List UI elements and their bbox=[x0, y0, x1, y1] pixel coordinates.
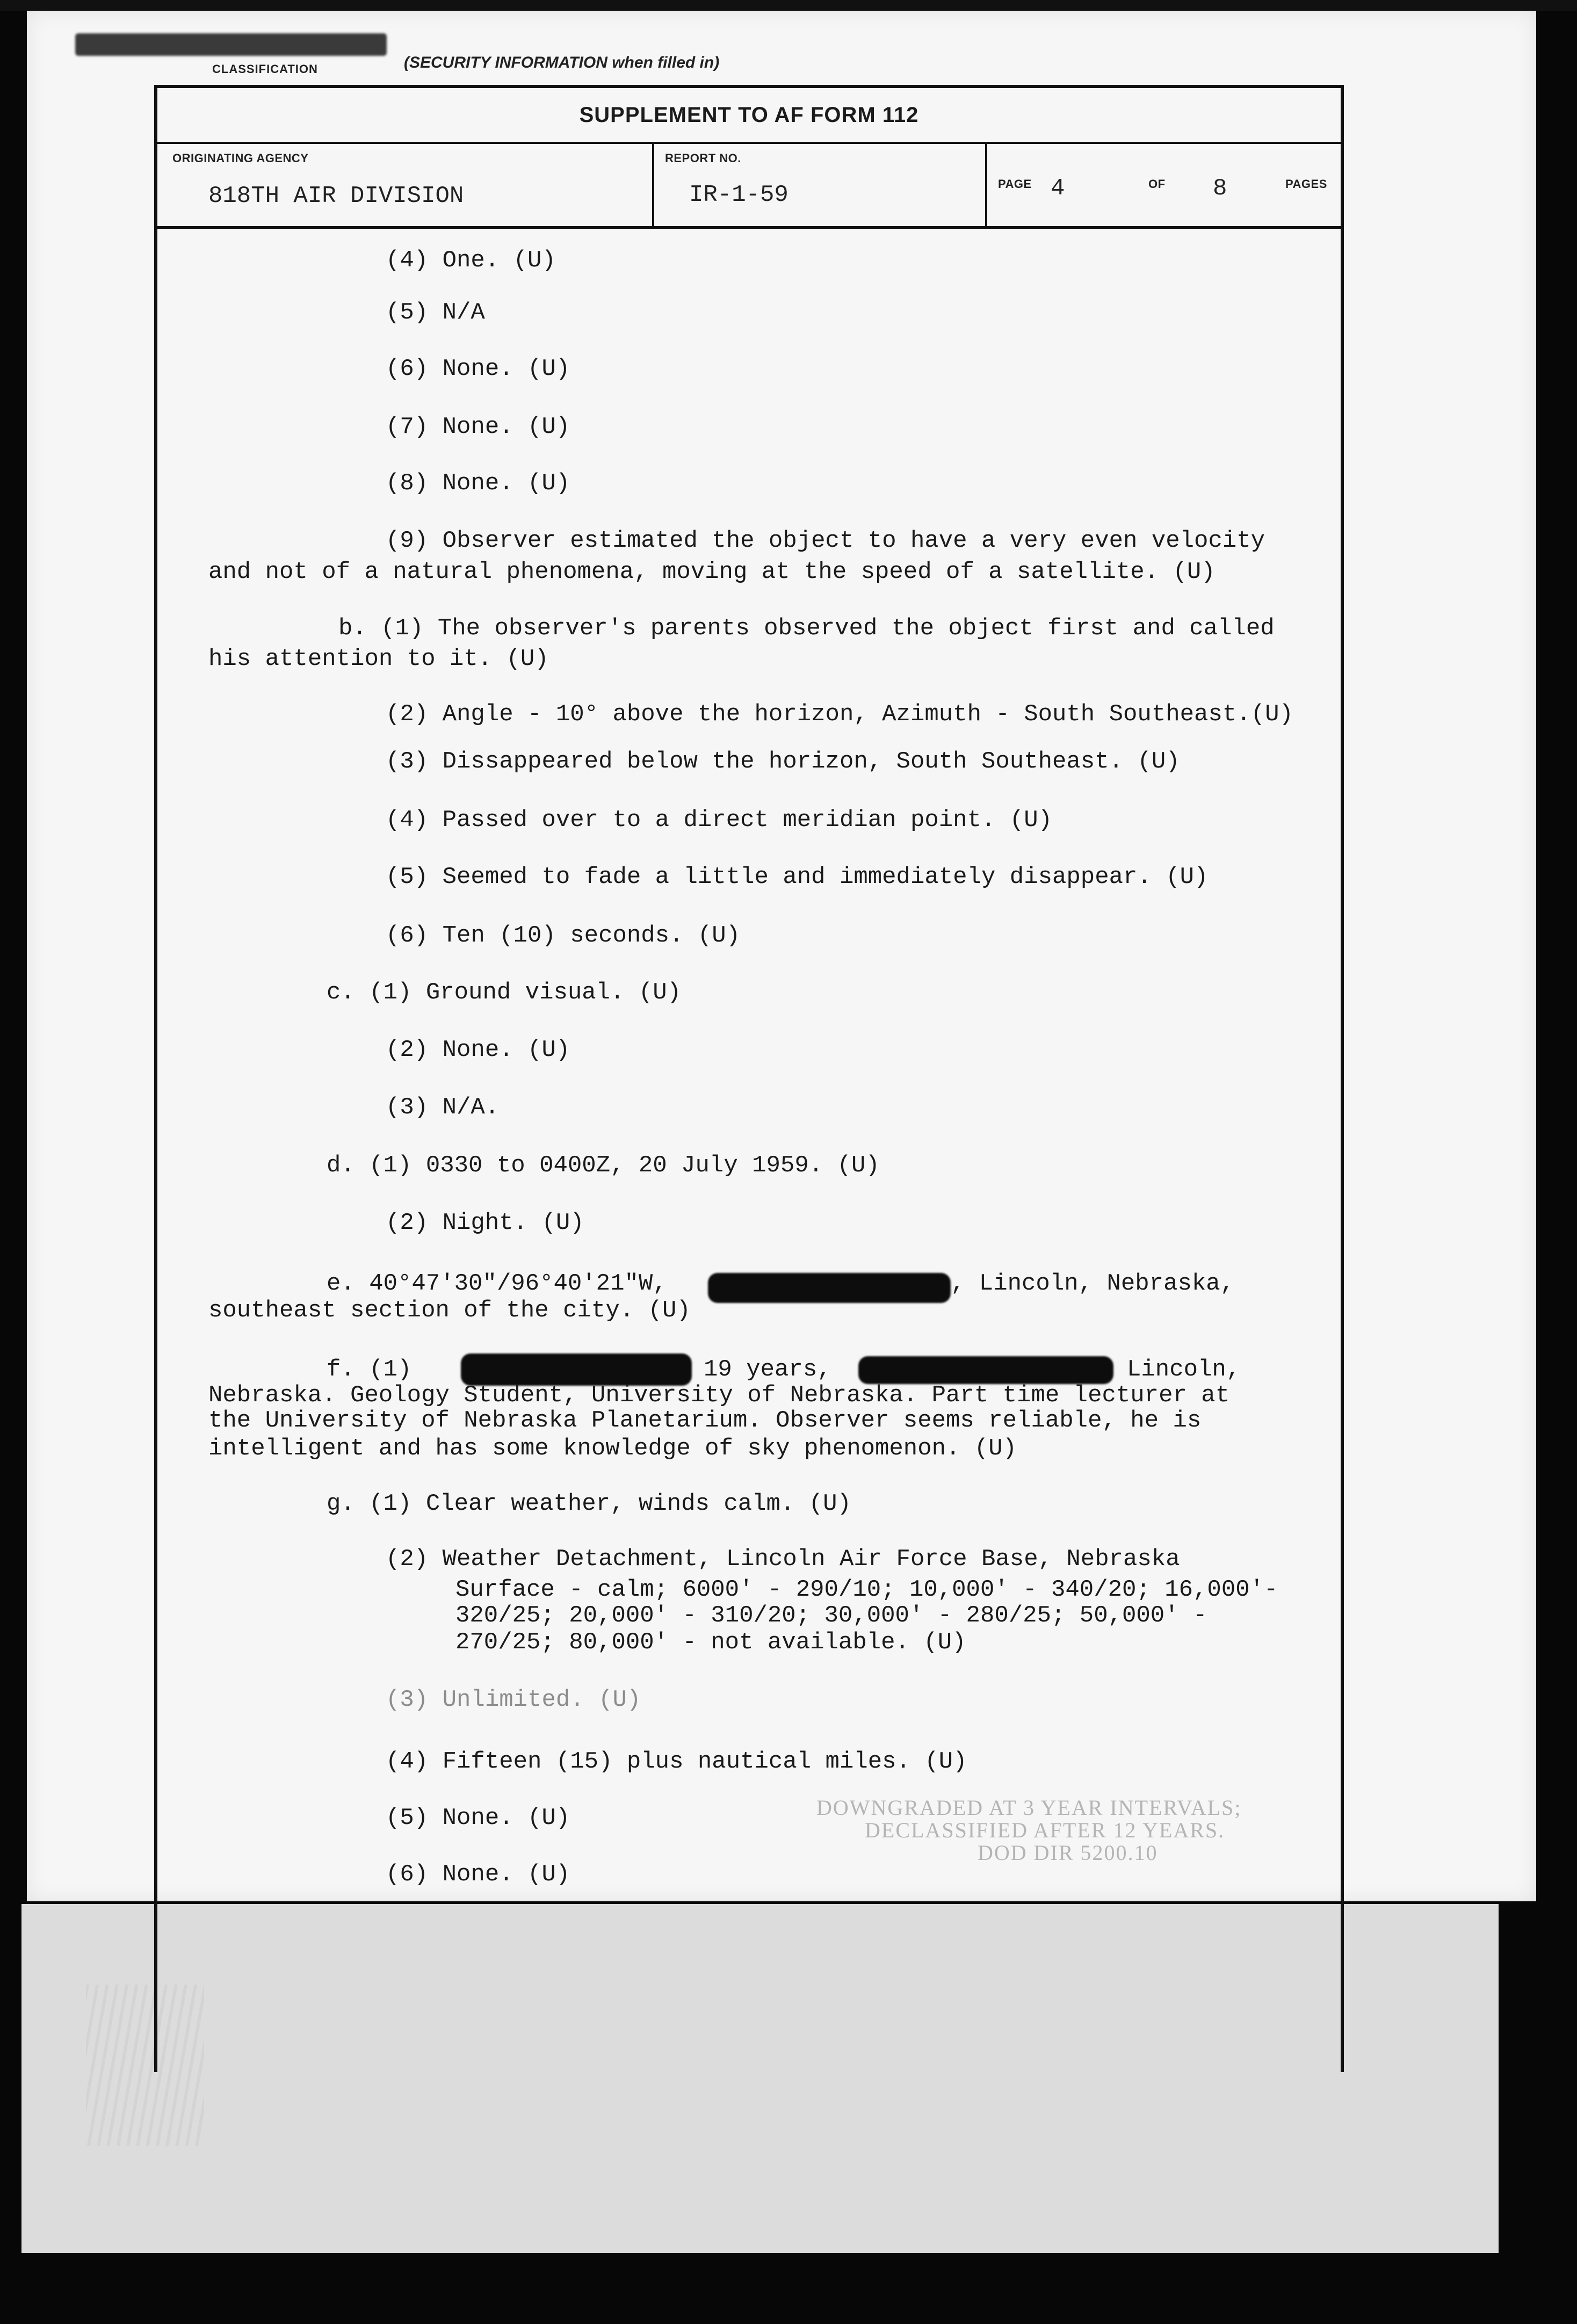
item-b3: (3) Dissappeared below the horizon, South Southeast. (U) bbox=[386, 748, 1180, 775]
item-f-line1-city: Lincoln, bbox=[1127, 1356, 1241, 1383]
item-b4: (4) Passed over to a direct meridian point. (U) bbox=[386, 807, 1053, 834]
item-e-line1-city: , Lincoln, Nebraska, bbox=[951, 1270, 1235, 1297]
of-label: OF bbox=[1148, 177, 1166, 191]
redaction-address bbox=[708, 1273, 951, 1303]
downgrade-stamp bbox=[816, 1797, 1370, 1864]
item-g3: (3) Unlimited. (U) bbox=[386, 1686, 641, 1713]
item-b6: (6) Ten (10) seconds. (U) bbox=[386, 922, 741, 949]
downgrade-line3: DOD DIR 5200.10 bbox=[978, 1841, 1158, 1865]
redaction-observer-name bbox=[461, 1353, 692, 1386]
security-note: (SECURITY INFORMATION when filled in) bbox=[404, 54, 720, 71]
item-a7: (7) None. (U) bbox=[386, 414, 570, 440]
item-g6: (6) None. (U) bbox=[386, 1861, 570, 1888]
classification-label: CLASSIFICATION bbox=[212, 62, 318, 76]
originating-agency-label: ORIGINATING AGENCY bbox=[172, 151, 309, 165]
item-d2: (2) Night. (U) bbox=[386, 1210, 584, 1236]
item-a9-line2: and not of a natural phenomena, moving at the speed of a satellite. (U) bbox=[208, 559, 1216, 585]
report-no-value: IR-1-59 bbox=[689, 182, 788, 208]
item-g4: (4) Fifteen (15) plus nautical miles. (U) bbox=[386, 1748, 967, 1775]
item-g2-line4: 270/25; 80,000' - not available. (U) bbox=[455, 1629, 966, 1656]
item-b2: (2) Angle - 10° above the horizon, Azimuth - South Southeast.(U) bbox=[386, 701, 1293, 728]
item-f-line4: intelligent and has some knowledge of sky phenomenon. (U) bbox=[208, 1435, 1017, 1462]
total-pages: 8 bbox=[1213, 175, 1227, 202]
report-no-label: REPORT NO. bbox=[665, 151, 741, 165]
item-f-line2: Nebraska. Geology Student, University of Nebraska. Part time lecturer at bbox=[208, 1382, 1230, 1409]
item-c2: (2) None. (U) bbox=[386, 1037, 570, 1063]
item-e-line2: southeast section of the city. (U) bbox=[208, 1297, 691, 1324]
item-c1: c. (1) Ground visual. (U) bbox=[327, 979, 682, 1006]
item-b5: (5) Seemed to fade a little and immediately disappear. (U) bbox=[386, 864, 1209, 890]
form-title: SUPPLEMENT TO AF FORM 112 bbox=[157, 88, 1341, 144]
item-a8: (8) None. (U) bbox=[386, 470, 570, 497]
item-g2-line1: (2) Weather Detachment, Lincoln Air Force Base, Nebraska bbox=[386, 1546, 1180, 1573]
item-a5: (5) N/A bbox=[386, 299, 485, 326]
item-g2-line3: 320/25; 20,000' - 310/20; 30,000' - 280/25; 50,000' - bbox=[455, 1602, 1207, 1629]
redaction-observer-address bbox=[858, 1356, 1113, 1384]
item-g1: g. (1) Clear weather, winds calm. (U) bbox=[327, 1490, 851, 1517]
item-g2-line2: Surface - calm; 6000' - 290/10; 10,000' - 340/20; 16,000'- bbox=[455, 1576, 1278, 1603]
downgrade-line1: DOWNGRADED AT 3 YEAR INTERVALS; bbox=[816, 1796, 1242, 1820]
pages-label: PAGES bbox=[1285, 177, 1327, 191]
page-number: 4 bbox=[1051, 175, 1065, 202]
downgrade-line2: DECLASSIFIED AFTER 12 YEARS. bbox=[865, 1818, 1225, 1842]
item-b1-line1: b. (1) The observer's parents observed the object first and called bbox=[338, 615, 1275, 642]
item-f-line1-age: 19 years, bbox=[704, 1356, 831, 1383]
originating-agency-value: 818TH AIR DIVISION bbox=[208, 183, 464, 209]
item-f-line1-num: f. (1) bbox=[327, 1356, 412, 1383]
item-a4: (4) One. (U) bbox=[386, 247, 556, 274]
item-c3: (3) N/A. bbox=[386, 1094, 500, 1121]
page-label: PAGE bbox=[998, 177, 1032, 191]
item-a6: (6) None. (U) bbox=[386, 356, 570, 382]
item-a9-line1: (9) Observer estimated the object to have a very even velocity bbox=[386, 527, 1265, 554]
item-g5: (5) None. (U) bbox=[386, 1805, 570, 1831]
item-d1: d. (1) 0330 to 0400Z, 20 July 1959. (U) bbox=[327, 1152, 880, 1179]
item-f-line3: the University of Nebraska Planetarium. Observer seems reliable, he is bbox=[208, 1407, 1202, 1434]
item-e-line1-coords: e. 40°47'30"/96°40'21"W, bbox=[327, 1270, 667, 1297]
item-b1-line2: his attention to it. (U) bbox=[208, 646, 549, 672]
